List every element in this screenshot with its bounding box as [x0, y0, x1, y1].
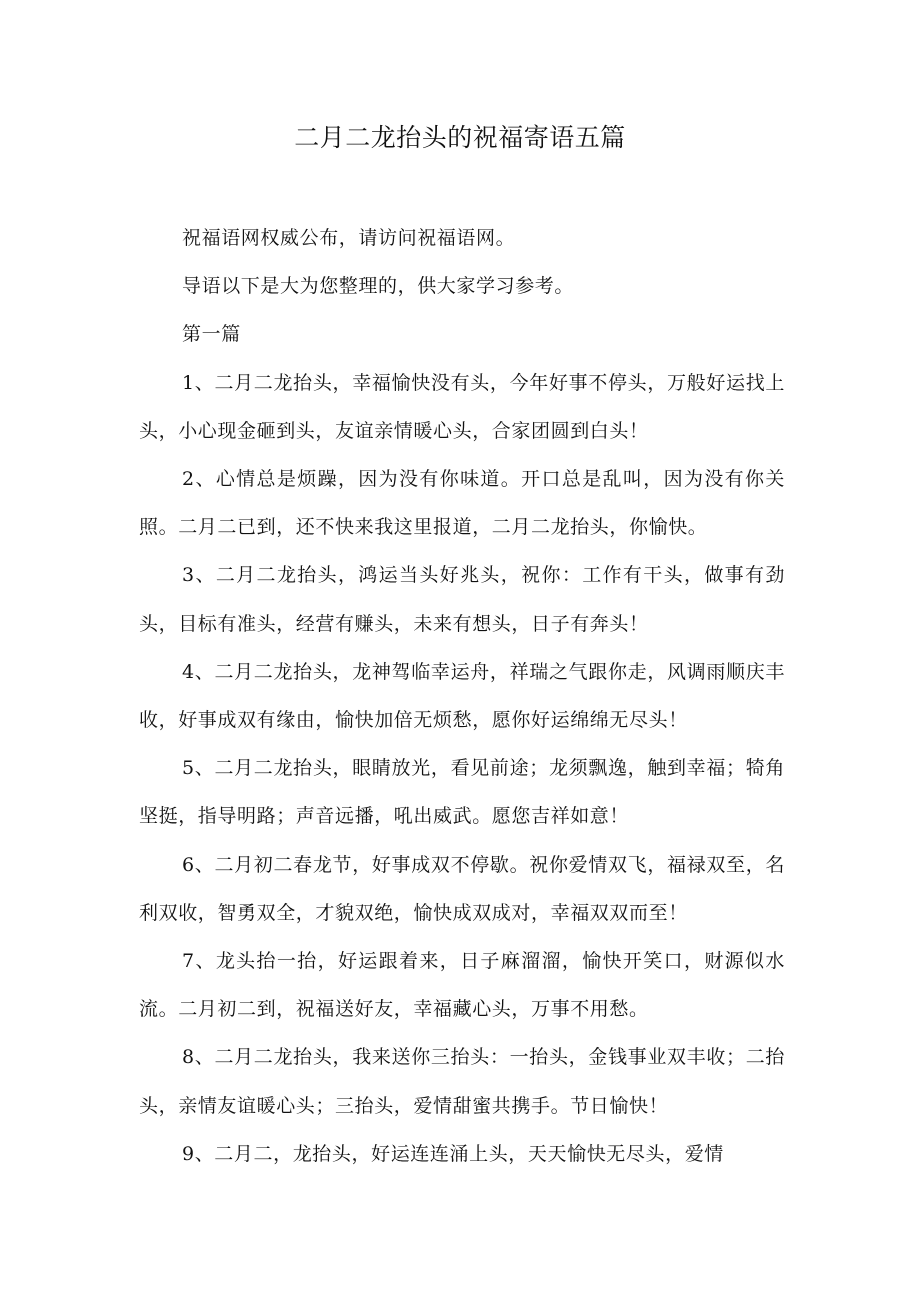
intro-line: 祝福语网权威公布，请访问祝福语网。 [182, 227, 516, 249]
item-text: 、二月二龙抬头，我来送你三抬头：一抬头，金钱事业双丰收；二抬头，亲情友谊暖心头；三抬头，爱情甜蜜共携手。节日愉快！ [139, 1046, 785, 1117]
item-number: 7 [182, 950, 195, 973]
list-item [139, 1130, 785, 1178]
item-text: 、龙头抬一抬，好运跟着来，日子麻溜溜，愉快开笑口，财源似水流。二月初二到，祝福送好友，幸福藏心头，万事不用愁。 [139, 950, 785, 1021]
item-number: 2 [182, 468, 195, 491]
list-item [139, 937, 785, 1033]
list-item [139, 841, 785, 937]
item-number: 1 [182, 371, 195, 394]
item-text: 、二月二，龙抬头，好运连连涌上头，天天愉快无尽头，爱情 [194, 1142, 724, 1165]
item-text: 、二月二龙抬头，鸿运当头好兆头，祝你：工作有干头，做事有劲头，目标有准头，经营有赚头，未来有想头，日子有奔头！ [139, 564, 785, 635]
item-number: 8 [182, 1046, 195, 1069]
list-item [139, 359, 785, 455]
item-text: 、二月二龙抬头，幸福愉快没有头，今年好事不停头，万般好运找上头，小心现金砸到头，友谊亲情暖心头，合家团圆到白头！ [139, 371, 785, 442]
list-item [139, 744, 785, 840]
item-number: 5 [182, 757, 195, 780]
list-item [139, 551, 785, 647]
item-text: 、心情总是烦躁，因为没有你味道。开口总是乱叫，因为没有你关照。二月二已到，还不快来我这里报道，二月二龙抬头，你愉快。 [139, 468, 785, 539]
list-item [139, 1033, 785, 1129]
intro-line: 导语以下是大为您整理的，供大家学习参考。 [182, 275, 575, 298]
list-item [139, 648, 785, 744]
section-heading: 第一篇 [182, 323, 241, 346]
item-text: 、二月二龙抬头，眼睛放光，看见前途；龙须飘逸，触到幸福；犄角坚挺，指导明路；声音远播，吼出威武。愿您吉祥如意！ [139, 757, 785, 828]
item-number: 4 [182, 660, 195, 683]
document-body [139, 214, 785, 1178]
item-number: 9 [182, 1142, 195, 1165]
document-title: 二月二龙抬头的祝福寄语五篇 [294, 123, 626, 152]
list-item [139, 455, 785, 551]
item-number: 3 [182, 564, 195, 587]
item-number: 6 [182, 853, 195, 876]
item-text: 、二月二龙抬头，龙神驾临幸运舟，祥瑞之气跟你走，风调雨顺庆丰收，好事成双有缘由，愉快加倍无烦愁，愿你好运绵绵无尽头！ [139, 660, 785, 732]
item-text: 、二月初二春龙节，好事成双不停歇。祝你爱情双飞，福禄双至，名利双收，智勇双全，才貌双绝，愉快成双成对，幸福双双而至！ [139, 853, 785, 924]
